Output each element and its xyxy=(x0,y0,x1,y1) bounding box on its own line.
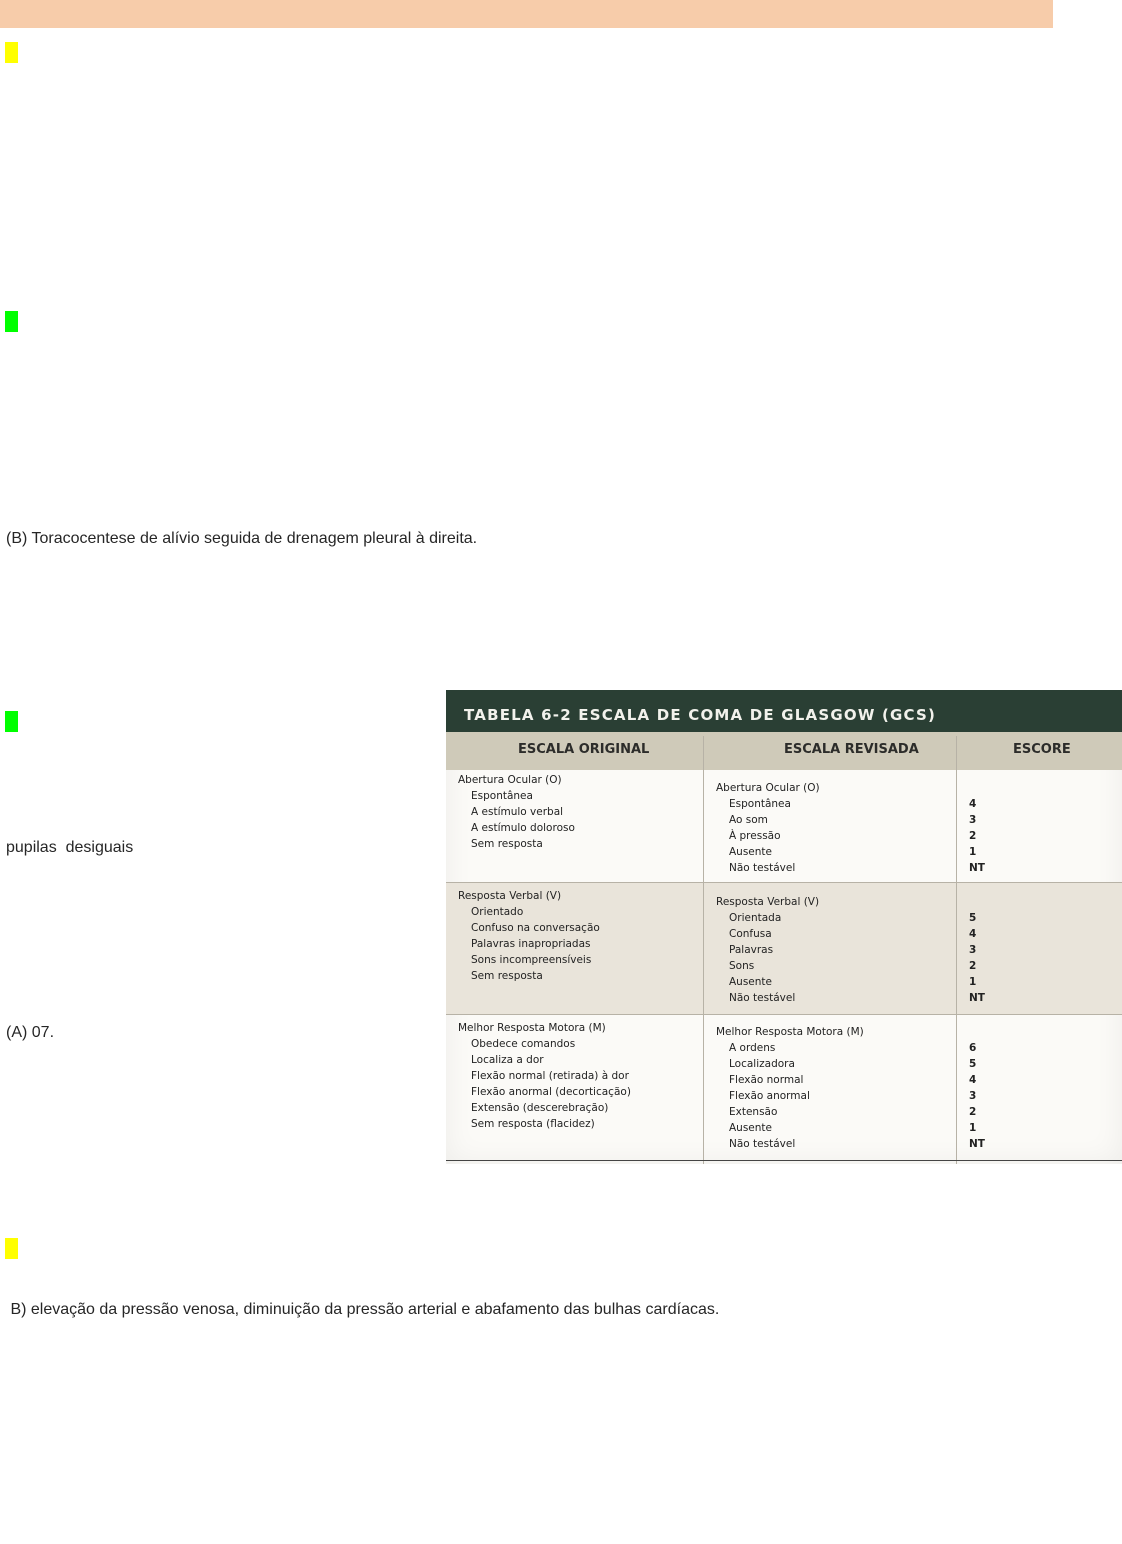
score-value: 5 xyxy=(969,1058,977,1070)
score-value: 1 xyxy=(969,1122,977,1134)
score-value: 3 xyxy=(969,944,977,956)
revised-verbal-item: Ausente xyxy=(729,976,772,988)
green-highlight-marker-1 xyxy=(5,311,18,332)
original-motor-item: Obedece comandos xyxy=(471,1038,576,1050)
revised-verbal-item: Confusa xyxy=(729,928,772,940)
original-verbal-item: Palavras inapropriadas xyxy=(471,938,591,950)
score-value: 4 xyxy=(969,798,977,810)
score-value: 1 xyxy=(969,846,977,858)
revised-motor-item: Ausente xyxy=(729,1122,772,1134)
header-color-band xyxy=(0,0,1053,28)
original-ocular-cell xyxy=(458,772,575,852)
table-header-row xyxy=(446,732,1122,770)
revised-motor-item: A ordens xyxy=(729,1042,776,1054)
score-value: 5 xyxy=(969,912,977,924)
header-revised-scale: ESCALA REVISADA xyxy=(784,742,919,757)
original-motor-heading: Melhor Resposta Motora (M) xyxy=(458,1022,606,1034)
score-value: 2 xyxy=(969,830,977,842)
answer-line-q3: (A) 07. xyxy=(6,1024,55,1041)
revised-motor-item: Flexão normal xyxy=(729,1074,804,1086)
score-value: 2 xyxy=(969,1106,977,1118)
original-motor-item: Extensão (descerebração) xyxy=(471,1102,609,1114)
revised-motor-item: Localizadora xyxy=(729,1058,795,1070)
original-motor-item: Sem resposta (flacidez) xyxy=(471,1118,595,1130)
revised-motor-item: Extensão xyxy=(729,1106,778,1118)
table-bottom-rule xyxy=(446,1160,1122,1161)
column-divider-2 xyxy=(956,736,957,1164)
revised-verbal-item: Sons xyxy=(729,960,755,972)
score-value: 4 xyxy=(969,1074,977,1086)
motor-scores xyxy=(969,1040,985,1152)
revised-ocular-cell xyxy=(716,780,820,876)
original-verbal-item: Confuso na conversação xyxy=(471,922,600,934)
answer-line-q2: (B) Toracocentese de alívio seguida de drenagem pleural à direita. xyxy=(6,530,478,547)
revised-motor-cell xyxy=(716,1024,864,1152)
revised-ocular-item: Espontânea xyxy=(729,798,791,810)
revised-motor-item: Flexão anormal xyxy=(729,1090,810,1102)
revised-verbal-heading: Resposta Verbal (V) xyxy=(716,896,820,908)
yellow-highlight-marker-1 xyxy=(5,42,18,63)
original-ocular-item: A estímulo doloroso xyxy=(471,822,575,834)
original-verbal-item: Sem resposta xyxy=(471,970,543,982)
green-highlight-marker-2 xyxy=(5,711,18,732)
revised-verbal-item: Orientada xyxy=(729,912,782,924)
original-verbal-cell xyxy=(458,888,600,984)
note-pupilas: pupilas desiguais xyxy=(6,839,134,856)
header-score: ESCORE xyxy=(1013,742,1071,757)
glasgow-coma-scale-table xyxy=(446,690,1122,1164)
table-title: TABELA 6-2 ESCALA DE COMA DE GLASGOW (GCS) xyxy=(464,706,937,724)
score-value: 6 xyxy=(969,1042,977,1054)
table-title-bar xyxy=(446,690,1122,736)
score-value: NT xyxy=(969,1138,985,1150)
revised-verbal-cell xyxy=(716,894,819,1006)
score-value: 2 xyxy=(969,960,977,972)
column-divider-1 xyxy=(703,736,704,1164)
revised-ocular-item: Ao som xyxy=(729,814,768,826)
revised-ocular-item: À pressão xyxy=(729,830,781,842)
revised-verbal-item: Não testável xyxy=(729,992,796,1004)
revised-ocular-heading: Abertura Ocular (O) xyxy=(716,782,820,794)
score-value: 4 xyxy=(969,928,977,940)
ocular-scores xyxy=(969,796,985,876)
answer-line-q4: B) elevação da pressão venosa, diminuição da pressão arterial e abafamento das bulhas cardíacas. xyxy=(6,1301,720,1318)
row-divider-1 xyxy=(446,882,1122,883)
original-motor-item: Localiza a dor xyxy=(471,1054,544,1066)
original-verbal-heading: Resposta Verbal (V) xyxy=(458,890,562,902)
revised-verbal-item: Palavras xyxy=(729,944,774,956)
score-value: 3 xyxy=(969,1090,977,1102)
verbal-scores xyxy=(969,910,985,1006)
revised-ocular-item: Ausente xyxy=(729,846,772,858)
score-value: NT xyxy=(969,992,985,1004)
score-value: 1 xyxy=(969,976,977,988)
revised-motor-heading: Melhor Resposta Motora (M) xyxy=(716,1026,864,1038)
original-verbal-item: Orientado xyxy=(471,906,524,918)
revised-motor-item: Não testável xyxy=(729,1138,796,1150)
score-value: NT xyxy=(969,862,985,874)
original-ocular-heading: Abertura Ocular (O) xyxy=(458,774,562,786)
original-motor-item: Flexão normal (retirada) à dor xyxy=(471,1070,629,1082)
revised-ocular-item: Não testável xyxy=(729,862,796,874)
yellow-highlight-marker-2 xyxy=(5,1238,18,1259)
original-ocular-item: A estímulo verbal xyxy=(471,806,564,818)
original-motor-item: Flexão anormal (decorticação) xyxy=(471,1086,631,1098)
row-divider-2 xyxy=(446,1014,1122,1015)
score-value: 3 xyxy=(969,814,977,826)
original-motor-cell xyxy=(458,1020,631,1132)
original-verbal-item: Sons incompreensíveis xyxy=(471,954,592,966)
original-ocular-item: Espontânea xyxy=(471,790,533,802)
header-original-scale: ESCALA ORIGINAL xyxy=(518,742,650,757)
original-ocular-item: Sem resposta xyxy=(471,838,543,850)
